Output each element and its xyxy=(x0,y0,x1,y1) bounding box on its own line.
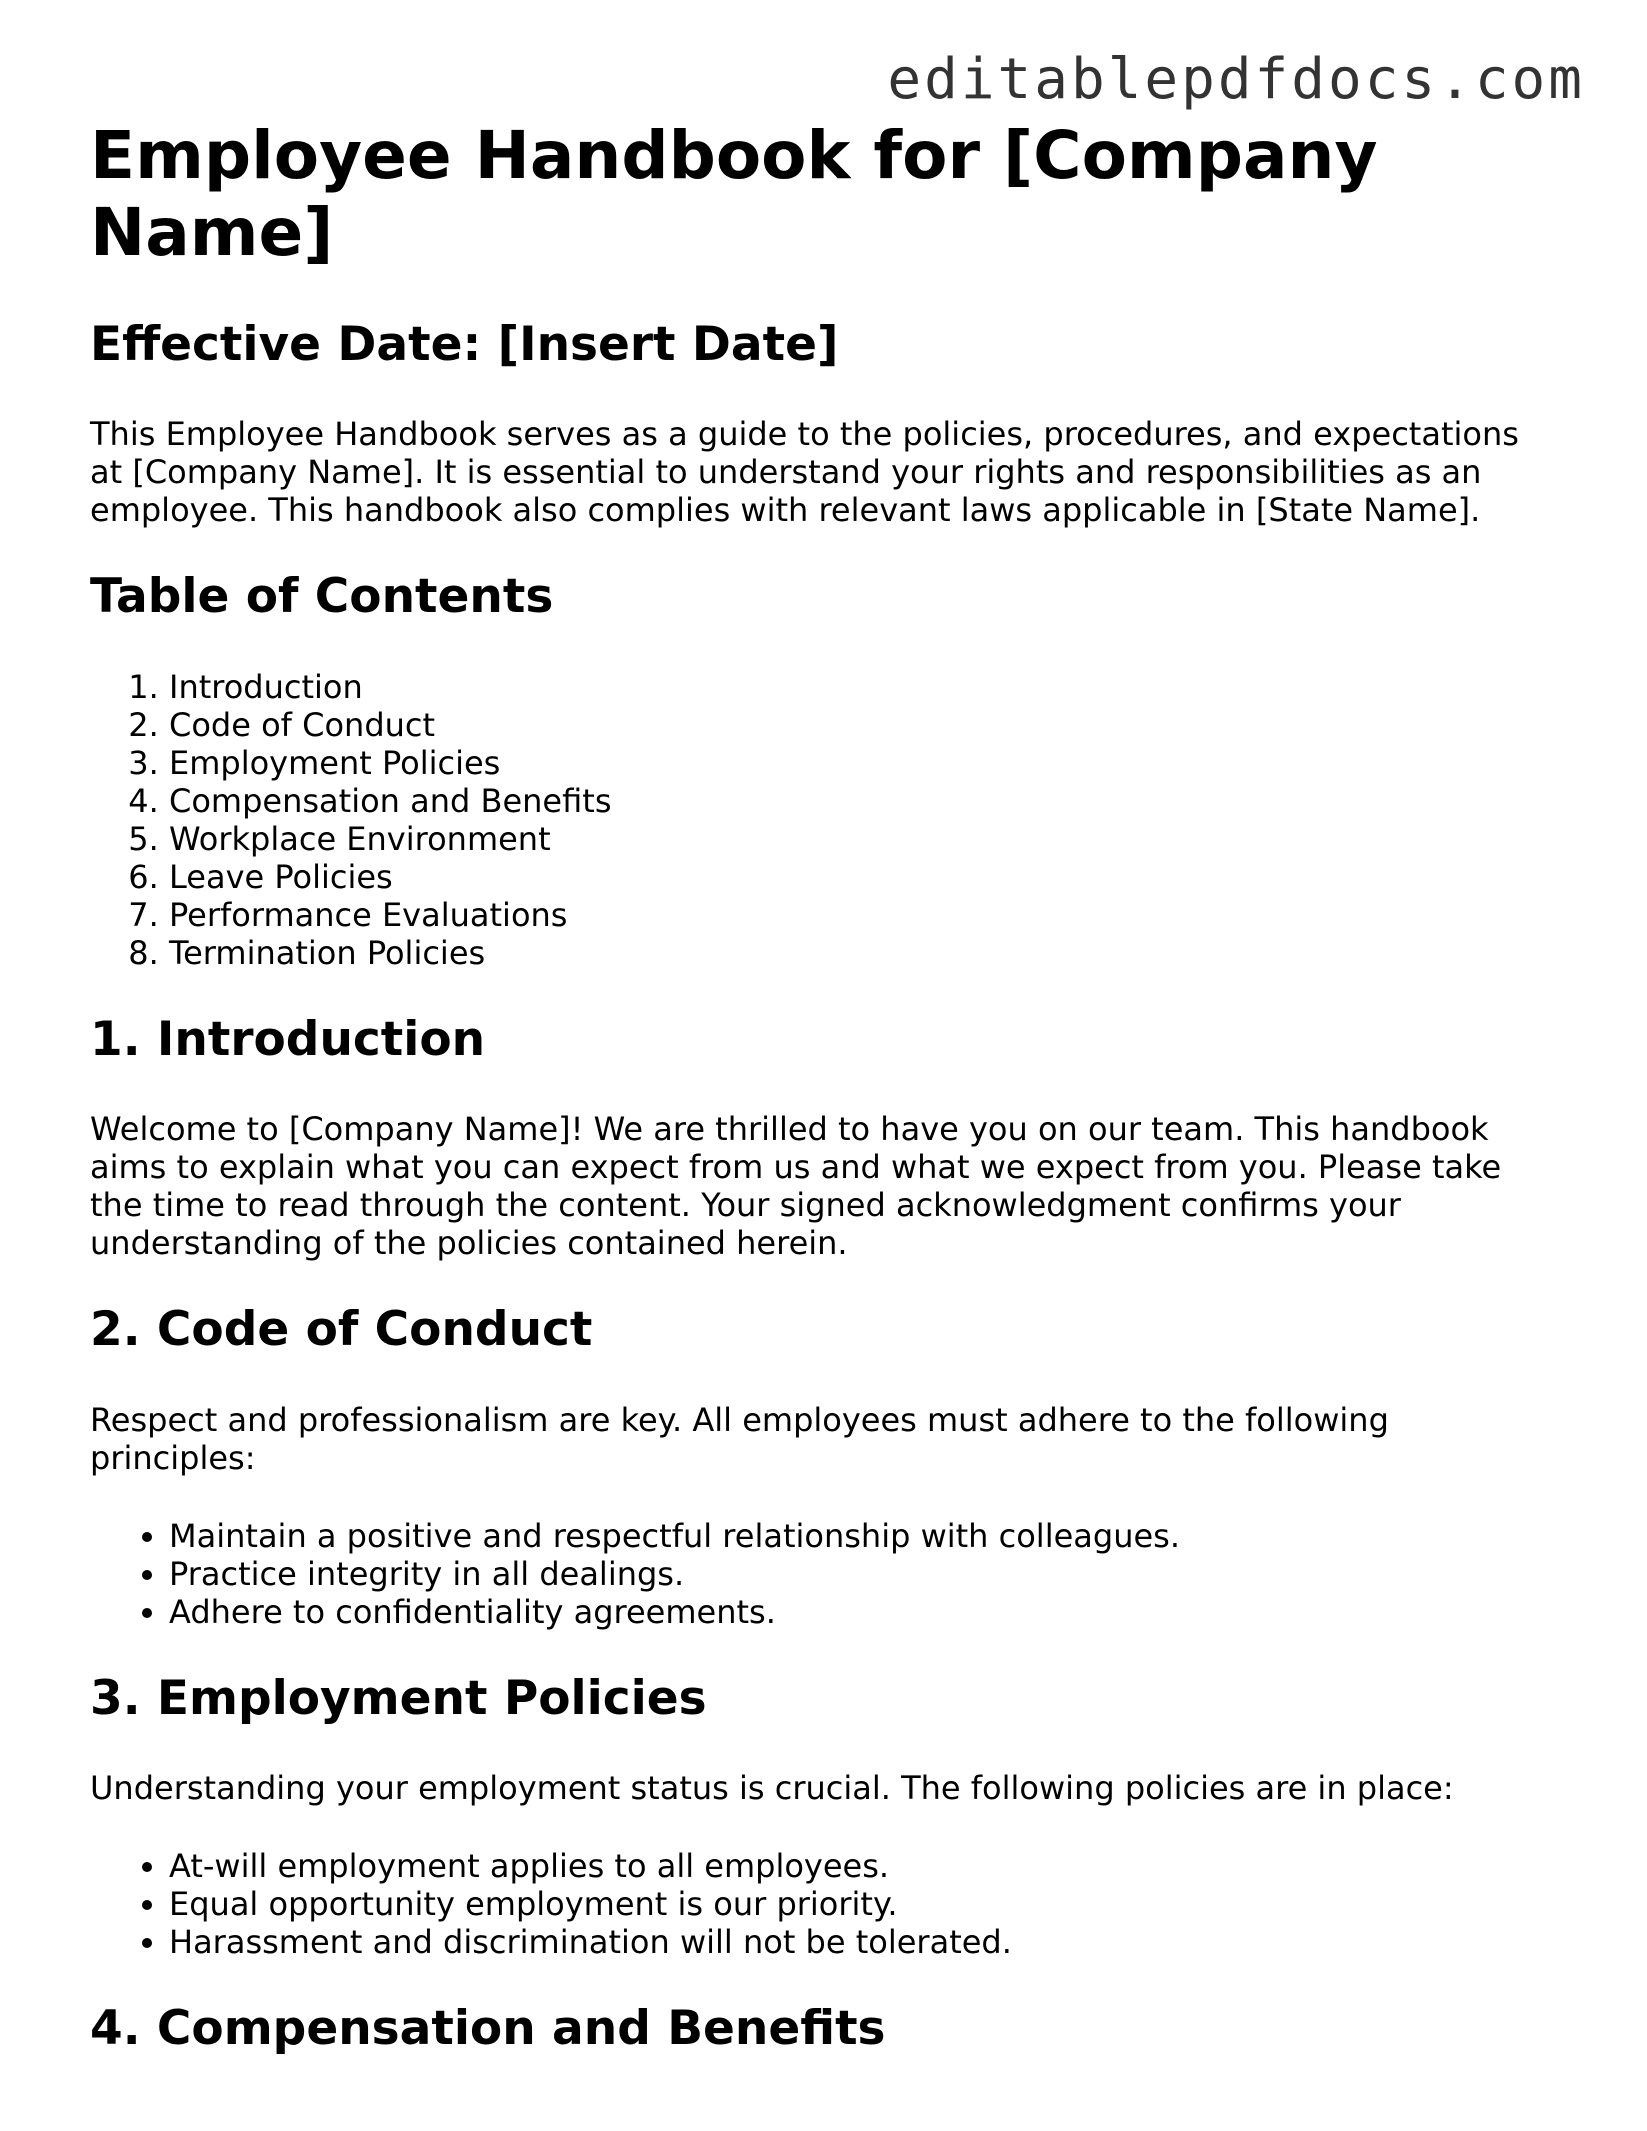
effective-date: Effective Date: [Insert Date] xyxy=(90,317,839,373)
code-of-conduct-text: Respect and professionalism are key. All employees must adhere to the following principles: xyxy=(90,1400,1389,1477)
toc-item: 2. Code of Conduct xyxy=(169,706,1560,744)
toc-list xyxy=(90,668,1560,972)
employment-policies-text: Understanding your employment status is crucial. The following policies are in place: xyxy=(90,1769,1454,1808)
toc-item: 5. Workplace Environment xyxy=(169,820,1560,858)
list-item: • At-will employment applies to all employees. xyxy=(169,1847,1560,1885)
list-item: • Equal opportunity employment is our priority. xyxy=(169,1885,1560,1923)
list-item: • Practice integrity in all dealings. xyxy=(169,1555,1560,1593)
toc-item: 4. Compensation and Benefits xyxy=(169,782,1560,820)
list-item: • Harassment and discrimination will not be tolerated. xyxy=(169,1923,1560,1961)
list-item: • Maintain a positive and respectful relationship with colleagues. xyxy=(169,1517,1560,1555)
toc-item: 7. Performance Evaluations xyxy=(169,896,1560,934)
toc-item: 3. Employment Policies xyxy=(169,744,1560,782)
intro-paragraph: This Employee Handbook serves as a guide to the policies, procedures, and expectations at [Company Name]. It is essential to understand your rights and responsibilities as an employee. This handbook also complies with relevant laws applicable in [State Name]. xyxy=(90,415,1519,530)
section-heading-code-of-conduct: 2. Code of Conduct xyxy=(90,1302,593,1358)
section-heading-introduction: 1. Introduction xyxy=(90,1011,486,1067)
document-title: Employee Handbook for [Company Name] xyxy=(90,117,1378,271)
section-heading-employment-policies: 3. Employment Policies xyxy=(90,1670,707,1726)
toc-item: 1. Introduction xyxy=(169,668,1560,706)
toc-heading: Table of Contents xyxy=(90,569,554,625)
watermark-text: editablepdfdocs.com xyxy=(887,47,1585,112)
introduction-text: Welcome to [Company Name]! We are thrilled to have you on our team. This handbook aims to explain what you can expect from us and what we expect from you. Please take the time to read through the content. Your signed acknowledgment confirms your understanding of the policies contained herein. xyxy=(90,1110,1502,1263)
employment-policies-list xyxy=(90,1847,1560,1961)
section-heading-compensation-benefits: 4. Compensation and Benefits xyxy=(90,2001,886,2057)
document-page xyxy=(90,118,1560,2099)
toc-item: 6. Leave Policies xyxy=(169,858,1560,896)
toc-item: 8. Termination Policies xyxy=(169,934,1560,972)
list-item: • Adhere to confidentiality agreements. xyxy=(169,1593,1560,1631)
code-of-conduct-list xyxy=(90,1517,1560,1631)
